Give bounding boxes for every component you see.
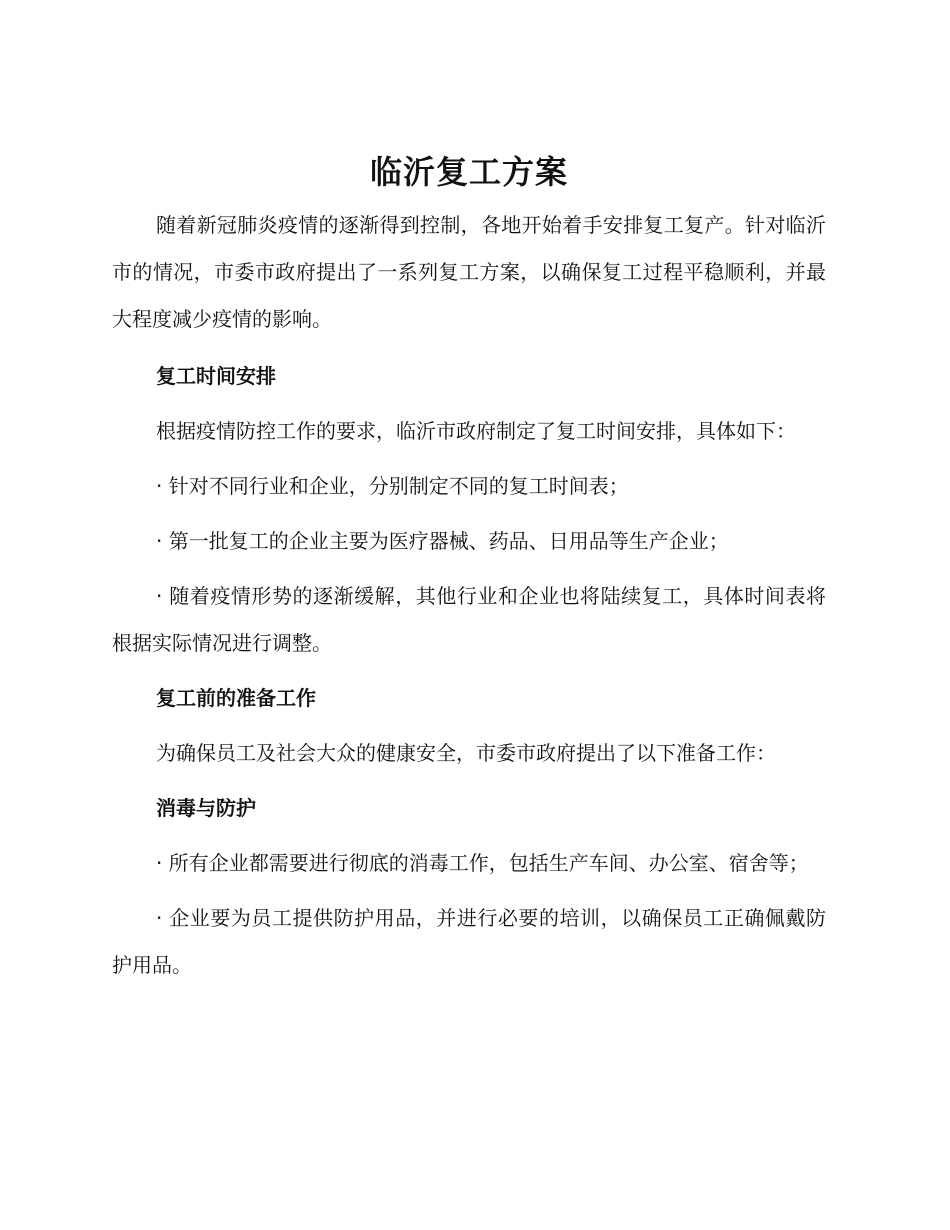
section-heading-disinfection: 消毒与防护 <box>156 796 256 820</box>
bullet-item: · 第一批复工的企业主要为医疗器械、药品、日用品等生产企业； <box>156 529 729 553</box>
bullet-item: · 针对不同行业和企业，分别制定不同的复工时间表； <box>156 474 629 498</box>
section-text-preparation: 为确保员工及社会大众的健康安全，市委市政府提出了以下准备工作： <box>156 741 776 765</box>
document-page <box>112 148 826 997</box>
intro-paragraph: 随着新冠肺炎疫情的逐渐得到控制，各地开始着手安排复工复产。针对临沂市的情况，市委市政府提出了一系列复工方案，以确保复工过程平稳顺利，并最大程度减少疫情的影响。 <box>112 213 826 331</box>
section-heading-schedule: 复工时间安排 <box>156 364 276 388</box>
section-heading-preparation: 复工前的准备工作 <box>156 686 316 710</box>
document-title: 临沂复工方案 <box>369 153 568 191</box>
bullet-item: · 所有企业都需要进行彻底的消毒工作，包括生产车间、办公室、宿舍等； <box>156 851 809 875</box>
bullet-item: · 随着疫情形势的逐渐缓解，其他行业和企业也将陆续复工，具体时间表将根据实际情况进行调整。 <box>112 584 826 655</box>
section-text-schedule: 根据疫情防控工作的要求，临沂市政府制定了复工时间安排，具体如下： <box>156 419 796 443</box>
bullet-item: · 企业要为员工提供防护用品，并进行必要的培训，以确保员工正确佩戴防护用品。 <box>112 906 826 977</box>
